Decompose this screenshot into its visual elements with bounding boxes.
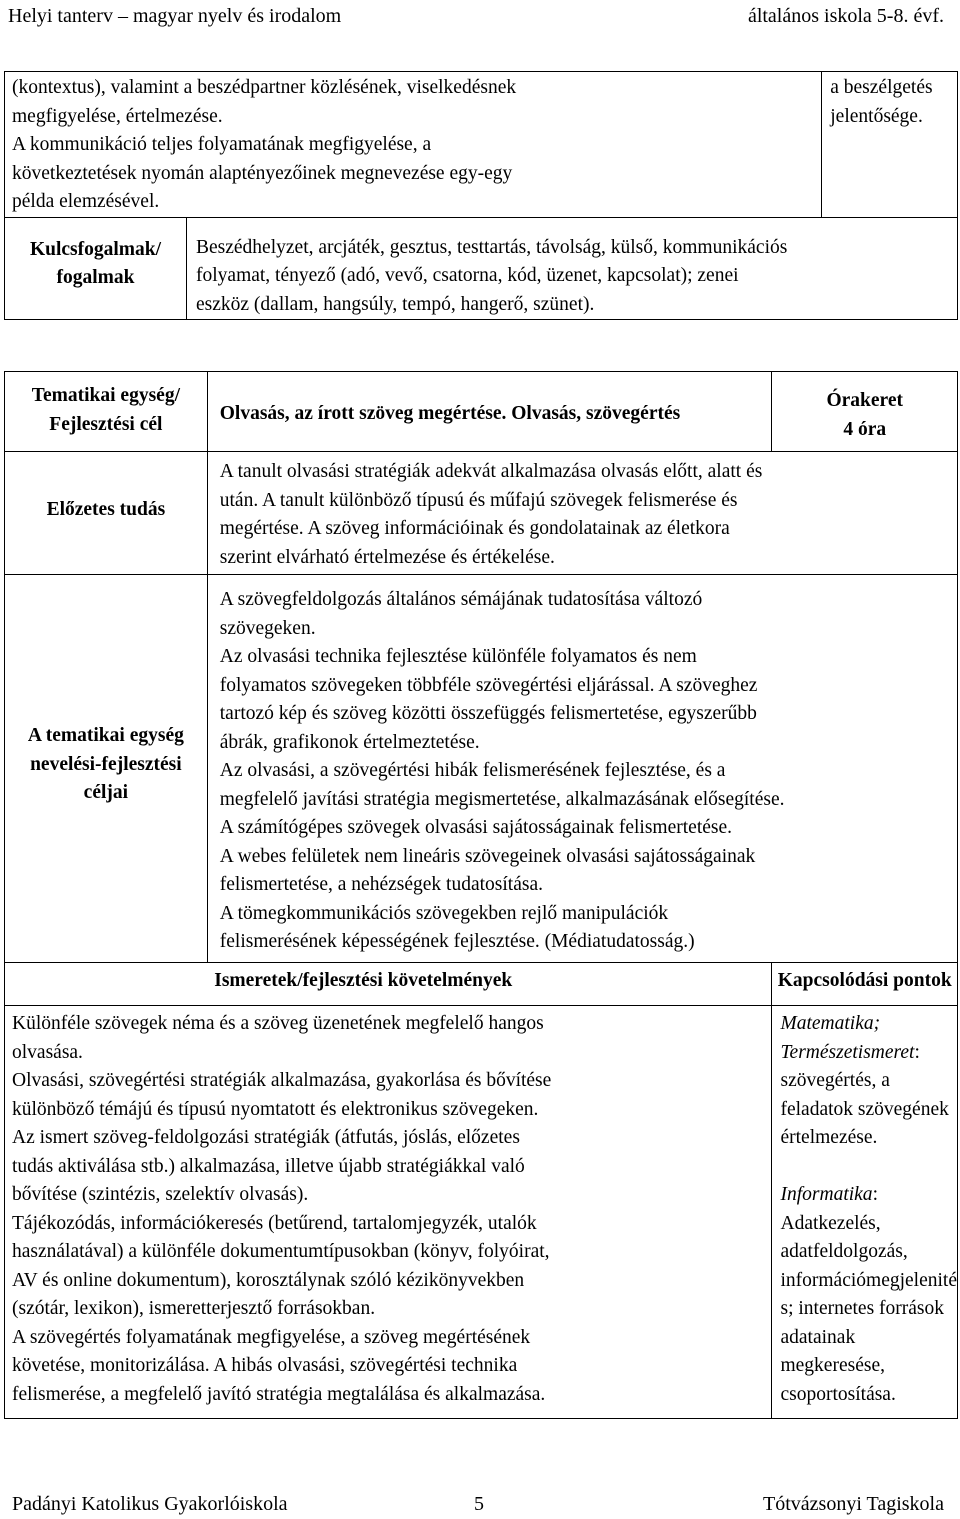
text-line: jelentősége. <box>830 105 923 127</box>
key-concepts-text <box>187 217 958 320</box>
text-line: A tömegkommunikációs szövegekben rejlő manipulációk <box>219 902 669 924</box>
text-line: bővítése (szintézis, szelektív olvasás). <box>12 1184 309 1205</box>
text-line: felismertetése, a nehézségek tudatosítása. <box>219 874 543 895</box>
text-line: Az olvasási, a szövegértési hibák felismerésének fejlesztése, és a <box>219 760 726 781</box>
text-line: értelmezése. <box>780 1127 878 1148</box>
text-line: A kommunikáció teljes folyamatának megfigyelése, a <box>12 134 432 155</box>
footer-school: Padányi Katolikus Gyakorlóiskola <box>12 1493 288 1515</box>
text-line: Adatkezelés, <box>780 1212 881 1234</box>
top-table <box>4 71 958 320</box>
subject-informatics-line: Informatika: <box>780 1184 878 1205</box>
text-line: A szövegértés folyamatának megfigyelése, a szöveg megértésének <box>12 1326 531 1348</box>
subject-science: Természetismeret <box>780 1041 915 1063</box>
hours-value: 4 óra <box>843 418 887 440</box>
text-line: feladatok szövegének <box>780 1098 949 1120</box>
text-line: folyamat, tényező (adó, vevő, csatorna, kód, üzenet, kapcsolat); zenei <box>196 265 739 286</box>
prior-knowledge-text <box>207 452 957 575</box>
text-line: s; internetes források <box>780 1298 945 1319</box>
goals-text <box>207 575 957 963</box>
unit-title: Olvasás, az írott szöveg megértése. Olvasás, szövegértés <box>207 372 772 452</box>
page-number: 5 <box>474 1493 484 1515</box>
key-concepts-label: Kulcsfogalmak/ fogalmak <box>5 217 187 320</box>
subject-science-line: Természetismeret: <box>780 1041 920 1063</box>
text-line: után. A tanult különböző típusú és műfajú szövegek felismerése és <box>219 489 738 511</box>
connections-header: Kapcsolódási pontok <box>772 963 958 1006</box>
text-line: tartozó kép és szöveg közötti összefüggés felismertetése, egyszerűbb <box>219 703 757 724</box>
text-line: Olvasási, szövegértési stratégiák alkalmazása, gyakorlása és bővítése <box>12 1070 552 1091</box>
text-line: megfigyelése, értelmezése. <box>12 105 223 127</box>
text-line: A számítógépes szövegek olvasási sajátosságainak felismertetése. <box>219 817 733 838</box>
text-line: szerint elvárható értelmezése és értékelése. <box>219 546 555 568</box>
continuation-right-cell <box>822 72 958 218</box>
text-line: Az ismert szöveg-feldolgozási stratégiák (átfutás, jóslás, előzetes <box>12 1127 520 1148</box>
page-header <box>8 2 944 28</box>
text-line: folyamatos szövegeken többféle szövegértési eljárással. A szöveghez <box>219 674 758 696</box>
spacer <box>780 1153 957 1182</box>
text-line: megkeresése, <box>780 1355 885 1376</box>
text-line: Különféle szövegek néma és a szöveg üzenetének megfelelő hangos <box>12 1013 544 1034</box>
text-line: (kontextus), valamint a beszédpartner közlésének, viselkedésnek <box>12 77 517 98</box>
text-line: megértése. A szöveg információinak és gondolatainak az életkora <box>219 518 730 539</box>
unit-label: Tematikai egység/ Fejlesztési cél <box>5 372 208 452</box>
text-line: szövegeken. <box>219 617 316 639</box>
requirements-header: Ismeretek/fejlesztési követelmények <box>5 963 772 1006</box>
footer-branch: Tótvázsonyi Tagiskola <box>763 1493 944 1515</box>
text-line: adatainak <box>780 1326 856 1348</box>
continuation-text-cell <box>5 72 822 218</box>
text-line: tudás aktiválása stb.) alkalmazása, illetve újabb stratégiákkal való <box>12 1155 525 1177</box>
text-line: megfelelő javítási stratégia megismertetése, alkalmazásának elősegítése. <box>219 788 785 810</box>
subject-informatics: Informatika <box>780 1184 873 1205</box>
requirements-text <box>5 1006 772 1419</box>
unit-table <box>4 371 958 1419</box>
text-line: felismerésének képességének fejlesztése. (Médiatudatosság.) <box>219 931 695 952</box>
text-line: eszköz (dallam, hangsúly, tempó, hangerő, szünet). <box>196 293 595 315</box>
page-footer <box>12 1490 944 1518</box>
text-line: különböző témájú és típusú nyomtatott és elektronikus szövegeken. <box>12 1098 539 1120</box>
text-line: felismerése, a megfelelő javító stratégia megtalálása és alkalmazása. <box>12 1383 546 1405</box>
text-line: szövegértés, a <box>780 1070 890 1091</box>
goals-label: A tematikai egység nevelési-fejlesztési céljai <box>5 575 208 963</box>
text-line: csoportosítása. <box>780 1383 896 1405</box>
text-line: AV és online dokumentum), korosztálynak szóló kézikönyvekben <box>12 1269 525 1291</box>
text-line: (szótár, lexikon), ismeretterjesztő forrásokban. <box>12 1298 376 1319</box>
text-line: A szövegfeldolgozás általános sémájának tudatosítása változó <box>219 589 703 610</box>
text-line: használatával) a különféle dokumentumtípusokban (könyv, folyóirat, <box>12 1241 550 1262</box>
prior-knowledge-label: Előzetes tudás <box>5 452 208 575</box>
text-line: információmegjelenité <box>780 1269 957 1291</box>
subject-math: Matematika; <box>780 1013 881 1034</box>
text-line: Beszédhelyzet, arcjáték, gesztus, testtartás, távolság, külső, kommunikációs <box>196 236 788 258</box>
hours-label: Órakeret <box>826 390 903 411</box>
text-line: a beszélgetés <box>830 77 933 98</box>
text-line: ábrák, grafikonok értelmeztetése. <box>219 731 480 753</box>
text-line: olvasása. <box>12 1041 83 1063</box>
text-line: követése, monitorizálása. A hibás olvasási, szövegértési technika <box>12 1355 518 1376</box>
text-line: adatfeldolgozás, <box>780 1241 908 1262</box>
text-line: következtetések nyomán alaptényezőinek megnevezése egy-egy <box>12 162 513 184</box>
hours-cell <box>772 372 958 452</box>
text-line: Tájékozódás, információkeresés (betűrend, tartalomjegyzék, utalók <box>12 1212 537 1234</box>
header-title: Helyi tanterv – magyar nyelv és irodalom <box>8 5 342 27</box>
connections-text <box>772 1006 958 1419</box>
text-line: A webes felületek nem lineáris szövegeinek olvasási sajátosságainak <box>219 845 756 867</box>
header-school-level: általános iskola 5-8. évf. <box>747 5 944 27</box>
text-line: A tanult olvasási stratégiák adekvát alkalmazása olvasás előtt, alatt és <box>219 461 763 482</box>
text-line: Az olvasási technika fejlesztése különféle folyamatos és nem <box>219 646 697 667</box>
text-line: példa elemzésével. <box>12 191 160 212</box>
